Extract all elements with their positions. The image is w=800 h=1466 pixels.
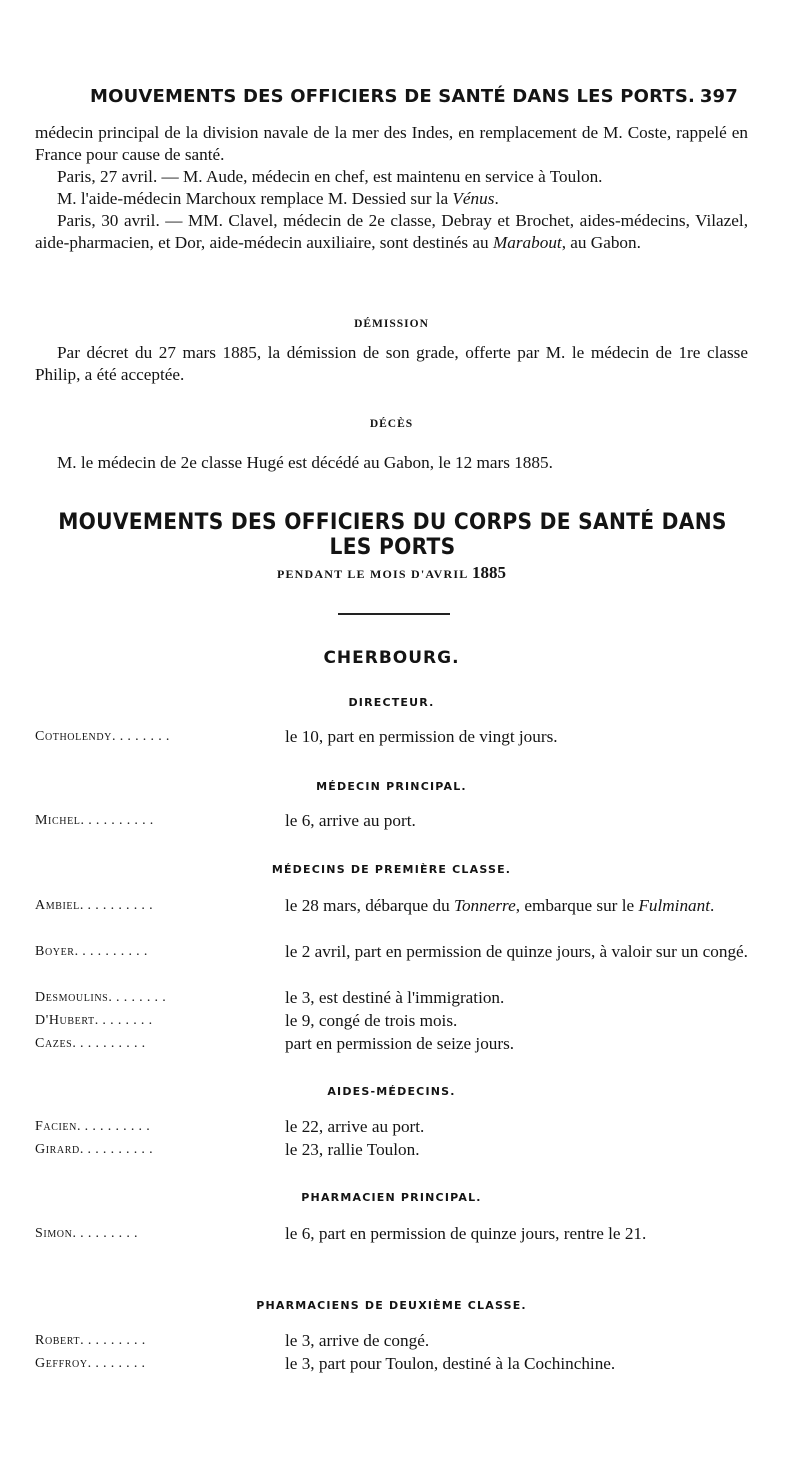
group-heading-medecin-principal: MÉDECIN PRINCIPAL.	[316, 780, 467, 793]
section-subtitle: PENDANT LE MOIS D'AVRIL 1885	[276, 563, 507, 582]
ship-name: Marabout	[492, 233, 562, 252]
entry-row	[35, 1353, 752, 1375]
entry-row	[35, 726, 752, 748]
entry-row	[35, 941, 752, 963]
group-heading-pharmacien-principal: PHARMACIEN PRINCIPAL.	[301, 1191, 482, 1204]
entry-row	[35, 895, 752, 917]
entry-text: le 9, congé de trois mois.	[285, 1011, 458, 1030]
entry-row	[35, 987, 752, 1009]
entry-text: le 23, rallie Toulon.	[285, 1140, 420, 1159]
demission-heading: DÉMISSION	[354, 318, 429, 330]
entry-text: le 6, part en permission de quinze jours, rentre le 21.	[285, 1224, 647, 1243]
officer-name: Cotholendy........	[35, 729, 174, 744]
intro-block	[35, 122, 748, 254]
officer-name: Geffroy........	[35, 1356, 150, 1371]
deces-text: M. le médecin de 2e classe Hugé est décédé au Gabon, le 12 mars 1885.	[57, 453, 553, 472]
entry-row	[35, 1033, 752, 1055]
entry-row	[35, 1139, 752, 1161]
group-heading-directeur: DIRECTEUR.	[348, 696, 435, 709]
entry-row	[35, 810, 752, 832]
ship-name: Tonnerre	[453, 896, 516, 915]
intro-paragraph-2: Paris, 27 avril. — M. Aude, médecin en chef, est maintenu en service à Toulon.	[57, 167, 603, 186]
officer-name: D'Hubert........	[35, 1013, 157, 1028]
intro-paragraph-1: médecin principal de la division navale de la mer des Indes, en remplacement de M. Coste, rappelé en France pour cause de santé.	[35, 123, 748, 164]
running-header	[90, 86, 738, 107]
officer-name: Cazes..........	[35, 1036, 150, 1051]
entry-text: le 3, arrive de congé.	[285, 1331, 430, 1350]
entry-text: le 22, arrive au port.	[285, 1117, 425, 1136]
page-number: 397	[699, 86, 738, 107]
deces-block	[35, 452, 748, 474]
officer-name: Michel..........	[35, 813, 158, 828]
demission-text: Par décret du 27 mars 1885, la démission de son grade, offerte par M. le médecin de 1re classe Philip, a été acceptée.	[35, 343, 748, 384]
section-rule	[338, 613, 450, 615]
entry-text: le 28 mars, débarque du Tonnerre, embarque sur le Fulminant.	[285, 896, 715, 915]
group-heading-medecins-premiere-classe: MÉDECINS DE PREMIÈRE CLASSE.	[271, 863, 512, 876]
deces-heading: DÉCÈS	[369, 418, 414, 430]
port-title: CHERBOURG.	[323, 648, 460, 668]
officer-name: Facien..........	[35, 1119, 154, 1134]
intro-paragraph-3: M. l'aide-médecin Marchoux remplace M. Dessied sur la Vénus.	[57, 189, 499, 208]
demission-block	[35, 342, 748, 386]
header-title: MOUVEMENTS DES OFFICIERS DE SANTÉ DANS LES PORTS.	[90, 86, 696, 107]
section-year: 1885	[472, 563, 507, 582]
officer-name: Desmoulins........	[35, 990, 170, 1005]
officer-name: Robert.........	[35, 1333, 150, 1348]
entry-row	[35, 1330, 752, 1352]
officer-name: Simon.........	[35, 1226, 142, 1241]
entry-row	[35, 1223, 752, 1245]
entry-text: le 3, est destiné à l'immigration.	[285, 988, 505, 1007]
entry-text: le 6, arrive au port.	[285, 811, 416, 830]
entry-text: le 10, part en permission de vingt jours.	[285, 727, 558, 746]
entry-text: part en permission de seize jours.	[285, 1034, 515, 1053]
section-title: MOUVEMENTS DES OFFICIERS DU CORPS DE SANTÉ DANS LES PORTS	[58, 510, 727, 560]
entry-text: le 2 avril, part en permission de quinze jours, à valoir sur un congé.	[285, 942, 748, 961]
group-heading-aides-medecins: AIDES-MÉDECINS.	[327, 1085, 456, 1098]
officer-name: Girard..........	[35, 1142, 157, 1157]
entry-row	[35, 1116, 752, 1138]
officer-name: Ambiel..........	[35, 898, 157, 913]
group-heading-pharmaciens-deuxieme-classe: PHARMACIENS DE DEUXIÈME CLASSE.	[256, 1299, 527, 1312]
entry-text: le 3, part pour Toulon, destiné à la Cochinchine.	[285, 1354, 616, 1373]
intro-paragraph-4: Paris, 30 avril. — MM. Clavel, médecin de 2e classe, Debray et Brochet, aides-médecins, Vilazel, aide-pharmacien, et Dor, aide-médecin auxiliaire, sont destinés au Marabout, au Gabon.	[35, 211, 748, 252]
ship-name: Vénus	[452, 189, 495, 208]
entry-row	[35, 1010, 752, 1032]
officer-name: Boyer..........	[35, 944, 152, 959]
ship-name: Fulminant	[638, 896, 711, 915]
